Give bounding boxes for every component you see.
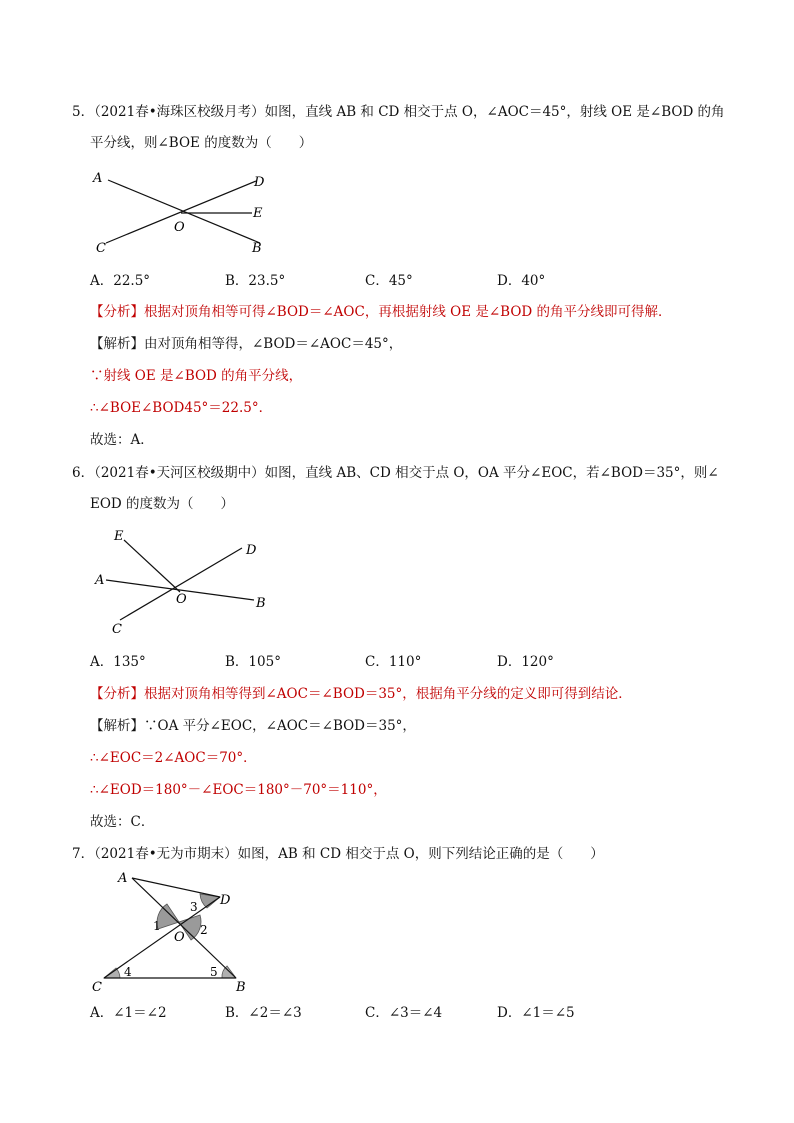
label-c: C	[112, 622, 122, 637]
q6-option-b[interactable]: B．105°	[225, 654, 281, 670]
q6-solution-line3: ∴∠EOD＝180°－∠EOC＝180°－70°＝110°，	[90, 782, 387, 798]
q5-stem-line1: 5．（2021春•海珠区校级月考）如图，直线 AB 和 CD 相交于点 O，∠AOC＝45°，射线 OE 是∠BOD 的角	[72, 104, 725, 120]
label-e: E	[114, 529, 124, 544]
label-o: O	[174, 930, 185, 945]
label-angle-1: 1	[153, 919, 161, 933]
q6-option-c[interactable]: C．110°	[365, 654, 422, 670]
label-b: B	[256, 596, 266, 611]
q5-figure	[88, 166, 278, 258]
q6-answer: 故选：C．	[90, 814, 155, 830]
q5-solution-line2: ∵射线 OE 是∠BOD 的角平分线，	[90, 368, 303, 384]
q6-figure	[92, 528, 272, 640]
label-d: D	[254, 175, 265, 190]
q5-solution-line1: 【解析】由对顶角相等得，∠BOD＝∠AOC＝45°，	[90, 336, 403, 352]
q6-option-d[interactable]: D．120°	[497, 654, 554, 670]
label-b: B	[252, 241, 262, 256]
label-a: A	[95, 573, 105, 588]
q6-option-a[interactable]: A．135°	[90, 654, 146, 670]
label-o: O	[176, 592, 187, 607]
label-angle-3: 3	[190, 900, 198, 914]
label-a: A	[93, 171, 103, 186]
q5-analysis: 【分析】根据对顶角相等可得∠BOD＝∠AOC，再根据射线 OE 是∠BOD 的角平分线即可得解．	[90, 304, 672, 320]
label-d: D	[220, 893, 231, 908]
q6-solution-line1: 【解析】∵OA 平分∠EOC，∠AOC＝∠BOD＝35°，	[90, 718, 416, 734]
q5-option-c[interactable]: C．45°	[365, 273, 413, 289]
label-angle-4: 4	[124, 965, 132, 979]
label-e: E	[253, 206, 263, 221]
q5-solution-line3: ∴∠BOE∠BOD45°＝22.5°．	[90, 400, 273, 416]
q7-option-d[interactable]: D．∠1＝∠5	[497, 1005, 575, 1021]
label-o: O	[174, 220, 185, 235]
label-angle-5: 5	[210, 965, 218, 979]
q6-stem-line1: 6．（2021春•天河区校级期中）如图，直线 AB、CD 相交于点 O，OA 平分∠EOC，若∠BOD＝35°，则∠	[72, 465, 719, 481]
label-angle-2: 2	[200, 923, 208, 937]
q5-answer: 故选：A．	[90, 432, 154, 448]
q6-solution-line2: ∴∠EOC＝2∠AOC＝70°．	[90, 750, 257, 766]
label-d: D	[246, 543, 257, 558]
q7-figure	[88, 868, 258, 996]
segment-ad	[132, 878, 220, 897]
label-c: C	[96, 241, 106, 256]
q5-option-b[interactable]: B．23.5°	[225, 273, 286, 289]
q5-option-a[interactable]: A．22.5°	[90, 273, 151, 289]
q5-stem-line2: 平分线，则∠BOE 的度数为（ ）	[90, 135, 313, 151]
label-b: B	[236, 980, 246, 995]
q7-option-a[interactable]: A．∠1＝∠2	[90, 1005, 167, 1021]
ray-oe	[124, 540, 180, 592]
q5-option-d[interactable]: D．40°	[497, 273, 546, 289]
q7-option-b[interactable]: B．∠2＝∠3	[225, 1005, 302, 1021]
label-c: C	[92, 980, 102, 995]
q6-stem-line2: EOD 的度数为（ ）	[90, 496, 235, 512]
q6-analysis: 【分析】根据对顶角相等得到∠AOC＝∠BOD＝35°，根据角平分线的定义即可得到结论．	[90, 686, 632, 702]
label-a: A	[118, 871, 128, 886]
q7-option-c[interactable]: C．∠3＝∠4	[365, 1005, 443, 1021]
q7-stem: 7．（2021春•无为市期末）如图，AB 和 CD 相交于点 O，则下列结论正确的是（ ）	[72, 846, 604, 862]
